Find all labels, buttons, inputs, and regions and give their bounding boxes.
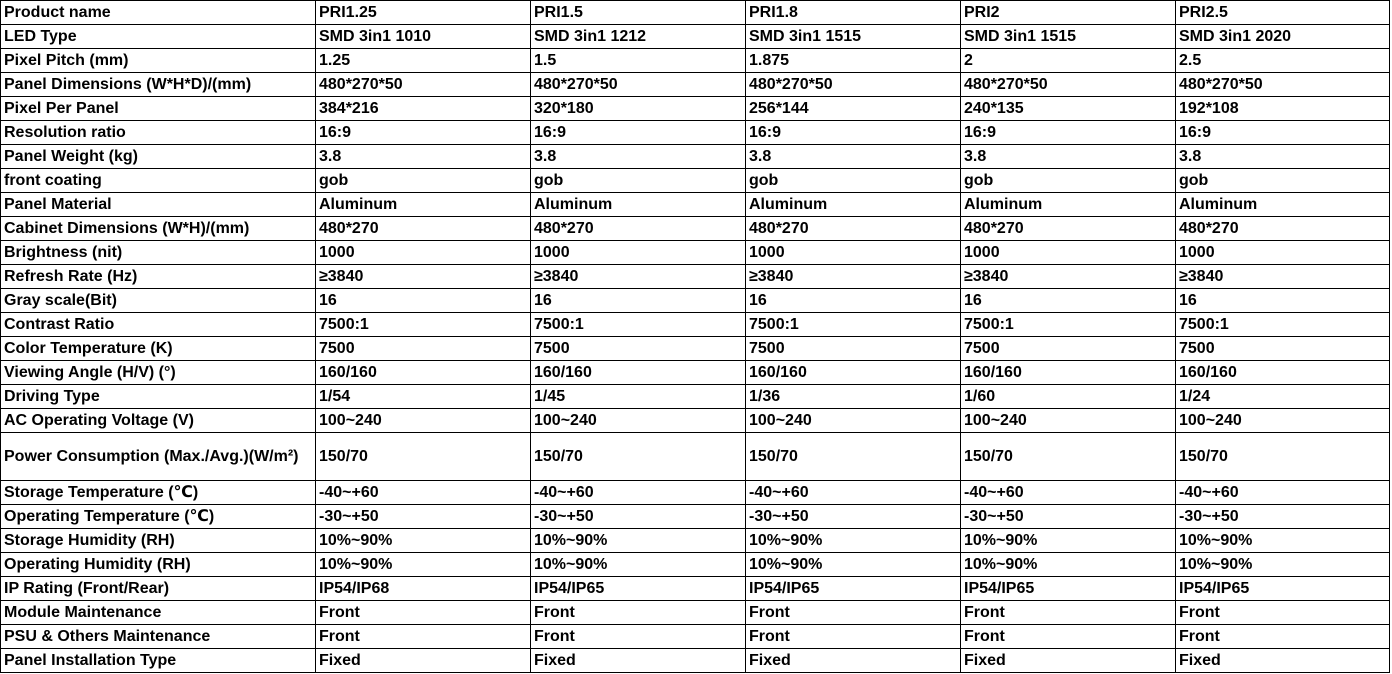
value-cell: 10%~90% xyxy=(746,529,961,553)
row-label-cell: Panel Weight (kg) xyxy=(1,145,316,169)
value-cell: 150/70 xyxy=(961,433,1176,481)
value-cell: Front xyxy=(961,601,1176,625)
value-cell: Aluminum xyxy=(961,193,1176,217)
value-cell: 2.5 xyxy=(1176,49,1390,73)
value-cell: 10%~90% xyxy=(1176,553,1390,577)
value-cell: Aluminum xyxy=(746,193,961,217)
value-cell: 7500:1 xyxy=(316,313,531,337)
value-cell: gob xyxy=(316,169,531,193)
header-cell: PRI1.5 xyxy=(531,1,746,25)
value-cell: -30~+50 xyxy=(961,505,1176,529)
value-cell: 160/160 xyxy=(961,361,1176,385)
row-label-cell: Storage Humidity (RH) xyxy=(1,529,316,553)
value-cell: 320*180 xyxy=(531,97,746,121)
value-cell: 16:9 xyxy=(316,121,531,145)
value-cell: ≥3840 xyxy=(1176,265,1390,289)
value-cell: Front xyxy=(316,601,531,625)
value-cell: 100~240 xyxy=(316,409,531,433)
value-cell: -40~+60 xyxy=(1176,481,1390,505)
row-label-cell: LED Type xyxy=(1,25,316,49)
header-cell: Product name xyxy=(1,1,316,25)
value-cell: 3.8 xyxy=(316,145,531,169)
row-label-cell: Pixel Pitch (mm) xyxy=(1,49,316,73)
value-cell: 384*216 xyxy=(316,97,531,121)
value-cell: IP54/IP65 xyxy=(1176,577,1390,601)
value-cell: Fixed xyxy=(316,649,531,673)
table-row xyxy=(1,529,1390,553)
table-row xyxy=(1,577,1390,601)
table-row xyxy=(1,385,1390,409)
value-cell: -40~+60 xyxy=(961,481,1176,505)
value-cell: 10%~90% xyxy=(316,553,531,577)
value-cell: SMD 3in1 1010 xyxy=(316,25,531,49)
value-cell: Fixed xyxy=(961,649,1176,673)
table-row xyxy=(1,433,1390,481)
table-row xyxy=(1,337,1390,361)
value-cell: SMD 3in1 2020 xyxy=(1176,25,1390,49)
row-label-cell: Operating Humidity (RH) xyxy=(1,553,316,577)
value-cell: gob xyxy=(1176,169,1390,193)
spec-table-body xyxy=(1,1,1390,673)
value-cell: 480*270 xyxy=(531,217,746,241)
value-cell: 7500 xyxy=(316,337,531,361)
row-label-cell: Cabinet Dimensions (W*H)/(mm) xyxy=(1,217,316,241)
row-label-cell: Panel Material xyxy=(1,193,316,217)
header-cell: PRI1.25 xyxy=(316,1,531,25)
value-cell: IP54/IP65 xyxy=(531,577,746,601)
table-row xyxy=(1,601,1390,625)
value-cell: 10%~90% xyxy=(1176,529,1390,553)
value-cell: -30~+50 xyxy=(1176,505,1390,529)
value-cell: 1.5 xyxy=(531,49,746,73)
value-cell: 7500 xyxy=(746,337,961,361)
table-row xyxy=(1,25,1390,49)
value-cell: ≥3840 xyxy=(531,265,746,289)
value-cell: 16 xyxy=(961,289,1176,313)
table-row xyxy=(1,121,1390,145)
row-label-cell: front coating xyxy=(1,169,316,193)
value-cell: 192*108 xyxy=(1176,97,1390,121)
value-cell: -30~+50 xyxy=(746,505,961,529)
value-cell: ≥3840 xyxy=(961,265,1176,289)
row-label-cell: PSU & Others Maintenance xyxy=(1,625,316,649)
value-cell: 16 xyxy=(316,289,531,313)
value-cell: -40~+60 xyxy=(746,481,961,505)
value-cell: 150/70 xyxy=(746,433,961,481)
table-row xyxy=(1,409,1390,433)
value-cell: Aluminum xyxy=(1176,193,1390,217)
value-cell: 7500 xyxy=(961,337,1176,361)
value-cell: 480*270*50 xyxy=(746,73,961,97)
value-cell: 16:9 xyxy=(746,121,961,145)
table-row xyxy=(1,625,1390,649)
value-cell: 480*270*50 xyxy=(316,73,531,97)
table-row xyxy=(1,49,1390,73)
value-cell: Front xyxy=(531,601,746,625)
value-cell: Fixed xyxy=(531,649,746,673)
value-cell: -30~+50 xyxy=(316,505,531,529)
value-cell: 16:9 xyxy=(531,121,746,145)
value-cell: 10%~90% xyxy=(961,529,1176,553)
value-cell: 150/70 xyxy=(316,433,531,481)
table-row xyxy=(1,169,1390,193)
table-row xyxy=(1,553,1390,577)
value-cell: 480*270*50 xyxy=(1176,73,1390,97)
row-label-cell: AC Operating Voltage (V) xyxy=(1,409,316,433)
value-cell: -40~+60 xyxy=(316,481,531,505)
value-cell: 7500 xyxy=(531,337,746,361)
value-cell: -40~+60 xyxy=(531,481,746,505)
value-cell: Front xyxy=(746,625,961,649)
row-label-cell: Panel Dimensions (W*H*D)/(mm) xyxy=(1,73,316,97)
table-row xyxy=(1,241,1390,265)
value-cell: Aluminum xyxy=(316,193,531,217)
value-cell: Front xyxy=(1176,601,1390,625)
value-cell: 10%~90% xyxy=(531,553,746,577)
value-cell: 1000 xyxy=(1176,241,1390,265)
value-cell: 3.8 xyxy=(746,145,961,169)
row-label-cell: Color Temperature (K) xyxy=(1,337,316,361)
row-label-cell: Viewing Angle (H/V) (°) xyxy=(1,361,316,385)
table-row xyxy=(1,649,1390,673)
row-label-cell: Refresh Rate (Hz) xyxy=(1,265,316,289)
row-label-cell: Contrast Ratio xyxy=(1,313,316,337)
table-row xyxy=(1,265,1390,289)
row-label-cell: Driving Type xyxy=(1,385,316,409)
value-cell: 1/60 xyxy=(961,385,1176,409)
value-cell: IP54/IP65 xyxy=(746,577,961,601)
value-cell: 480*270*50 xyxy=(531,73,746,97)
table-row xyxy=(1,481,1390,505)
value-cell: 160/160 xyxy=(531,361,746,385)
value-cell: 480*270 xyxy=(961,217,1176,241)
row-label-cell: Power Consumption (Max./Avg.)(W/m²) xyxy=(1,433,316,481)
value-cell: 1000 xyxy=(961,241,1176,265)
table-row xyxy=(1,97,1390,121)
value-cell: gob xyxy=(961,169,1176,193)
row-label-cell: Brightness (nit) xyxy=(1,241,316,265)
value-cell: 7500:1 xyxy=(746,313,961,337)
header-cell: PRI2.5 xyxy=(1176,1,1390,25)
value-cell: 16:9 xyxy=(961,121,1176,145)
value-cell: 1.875 xyxy=(746,49,961,73)
value-cell: 3.8 xyxy=(961,145,1176,169)
table-row xyxy=(1,193,1390,217)
value-cell: 480*270*50 xyxy=(961,73,1176,97)
value-cell: 160/160 xyxy=(1176,361,1390,385)
value-cell: 3.8 xyxy=(1176,145,1390,169)
value-cell: IP54/IP68 xyxy=(316,577,531,601)
value-cell: gob xyxy=(746,169,961,193)
value-cell: Front xyxy=(746,601,961,625)
row-label-cell: Gray scale(Bit) xyxy=(1,289,316,313)
value-cell: Fixed xyxy=(1176,649,1390,673)
row-label-cell: Module Maintenance xyxy=(1,601,316,625)
value-cell: 1.25 xyxy=(316,49,531,73)
header-cell: PRI2 xyxy=(961,1,1176,25)
value-cell: 1/54 xyxy=(316,385,531,409)
value-cell: 1/45 xyxy=(531,385,746,409)
value-cell: 256*144 xyxy=(746,97,961,121)
value-cell: ≥3840 xyxy=(746,265,961,289)
value-cell: 10%~90% xyxy=(316,529,531,553)
value-cell: 100~240 xyxy=(531,409,746,433)
value-cell: 2 xyxy=(961,49,1176,73)
value-cell: Front xyxy=(316,625,531,649)
row-label-cell: Panel Installation Type xyxy=(1,649,316,673)
table-row xyxy=(1,361,1390,385)
value-cell: ≥3840 xyxy=(316,265,531,289)
value-cell: 10%~90% xyxy=(746,553,961,577)
row-label-cell: Resolution ratio xyxy=(1,121,316,145)
value-cell: 1000 xyxy=(316,241,531,265)
row-label-cell: Operating Temperature (℃) xyxy=(1,505,316,529)
value-cell: 100~240 xyxy=(961,409,1176,433)
value-cell: 7500:1 xyxy=(1176,313,1390,337)
value-cell: 150/70 xyxy=(1176,433,1390,481)
value-cell: 16 xyxy=(531,289,746,313)
value-cell: Fixed xyxy=(746,649,961,673)
value-cell: SMD 3in1 1515 xyxy=(961,25,1176,49)
value-cell: Front xyxy=(961,625,1176,649)
value-cell: 16 xyxy=(1176,289,1390,313)
value-cell: 1000 xyxy=(531,241,746,265)
value-cell: Front xyxy=(531,625,746,649)
row-label-cell: IP Rating (Front/Rear) xyxy=(1,577,316,601)
value-cell: IP54/IP65 xyxy=(961,577,1176,601)
value-cell: 100~240 xyxy=(1176,409,1390,433)
value-cell: 100~240 xyxy=(746,409,961,433)
value-cell: 10%~90% xyxy=(961,553,1176,577)
value-cell: 7500:1 xyxy=(531,313,746,337)
value-cell: 480*270 xyxy=(1176,217,1390,241)
value-cell: 16:9 xyxy=(1176,121,1390,145)
value-cell: 1/36 xyxy=(746,385,961,409)
value-cell: SMD 3in1 1212 xyxy=(531,25,746,49)
value-cell: 480*270 xyxy=(746,217,961,241)
value-cell: 7500 xyxy=(1176,337,1390,361)
table-row xyxy=(1,505,1390,529)
value-cell: 1000 xyxy=(746,241,961,265)
value-cell: gob xyxy=(531,169,746,193)
table-row xyxy=(1,217,1390,241)
value-cell: 7500:1 xyxy=(961,313,1176,337)
value-cell: 1/24 xyxy=(1176,385,1390,409)
table-row xyxy=(1,73,1390,97)
value-cell: 480*270 xyxy=(316,217,531,241)
value-cell: -30~+50 xyxy=(531,505,746,529)
value-cell: 160/160 xyxy=(316,361,531,385)
value-cell: 3.8 xyxy=(531,145,746,169)
value-cell: 240*135 xyxy=(961,97,1176,121)
value-cell: 160/160 xyxy=(746,361,961,385)
row-label-cell: Pixel Per Panel xyxy=(1,97,316,121)
table-row xyxy=(1,145,1390,169)
value-cell: 150/70 xyxy=(531,433,746,481)
value-cell: Aluminum xyxy=(531,193,746,217)
value-cell: Front xyxy=(1176,625,1390,649)
value-cell: SMD 3in1 1515 xyxy=(746,25,961,49)
table-row xyxy=(1,289,1390,313)
row-label-cell: Storage Temperature (℃) xyxy=(1,481,316,505)
table-row xyxy=(1,313,1390,337)
value-cell: 10%~90% xyxy=(531,529,746,553)
header-cell: PRI1.8 xyxy=(746,1,961,25)
value-cell: 16 xyxy=(746,289,961,313)
table-header-row xyxy=(1,1,1390,25)
